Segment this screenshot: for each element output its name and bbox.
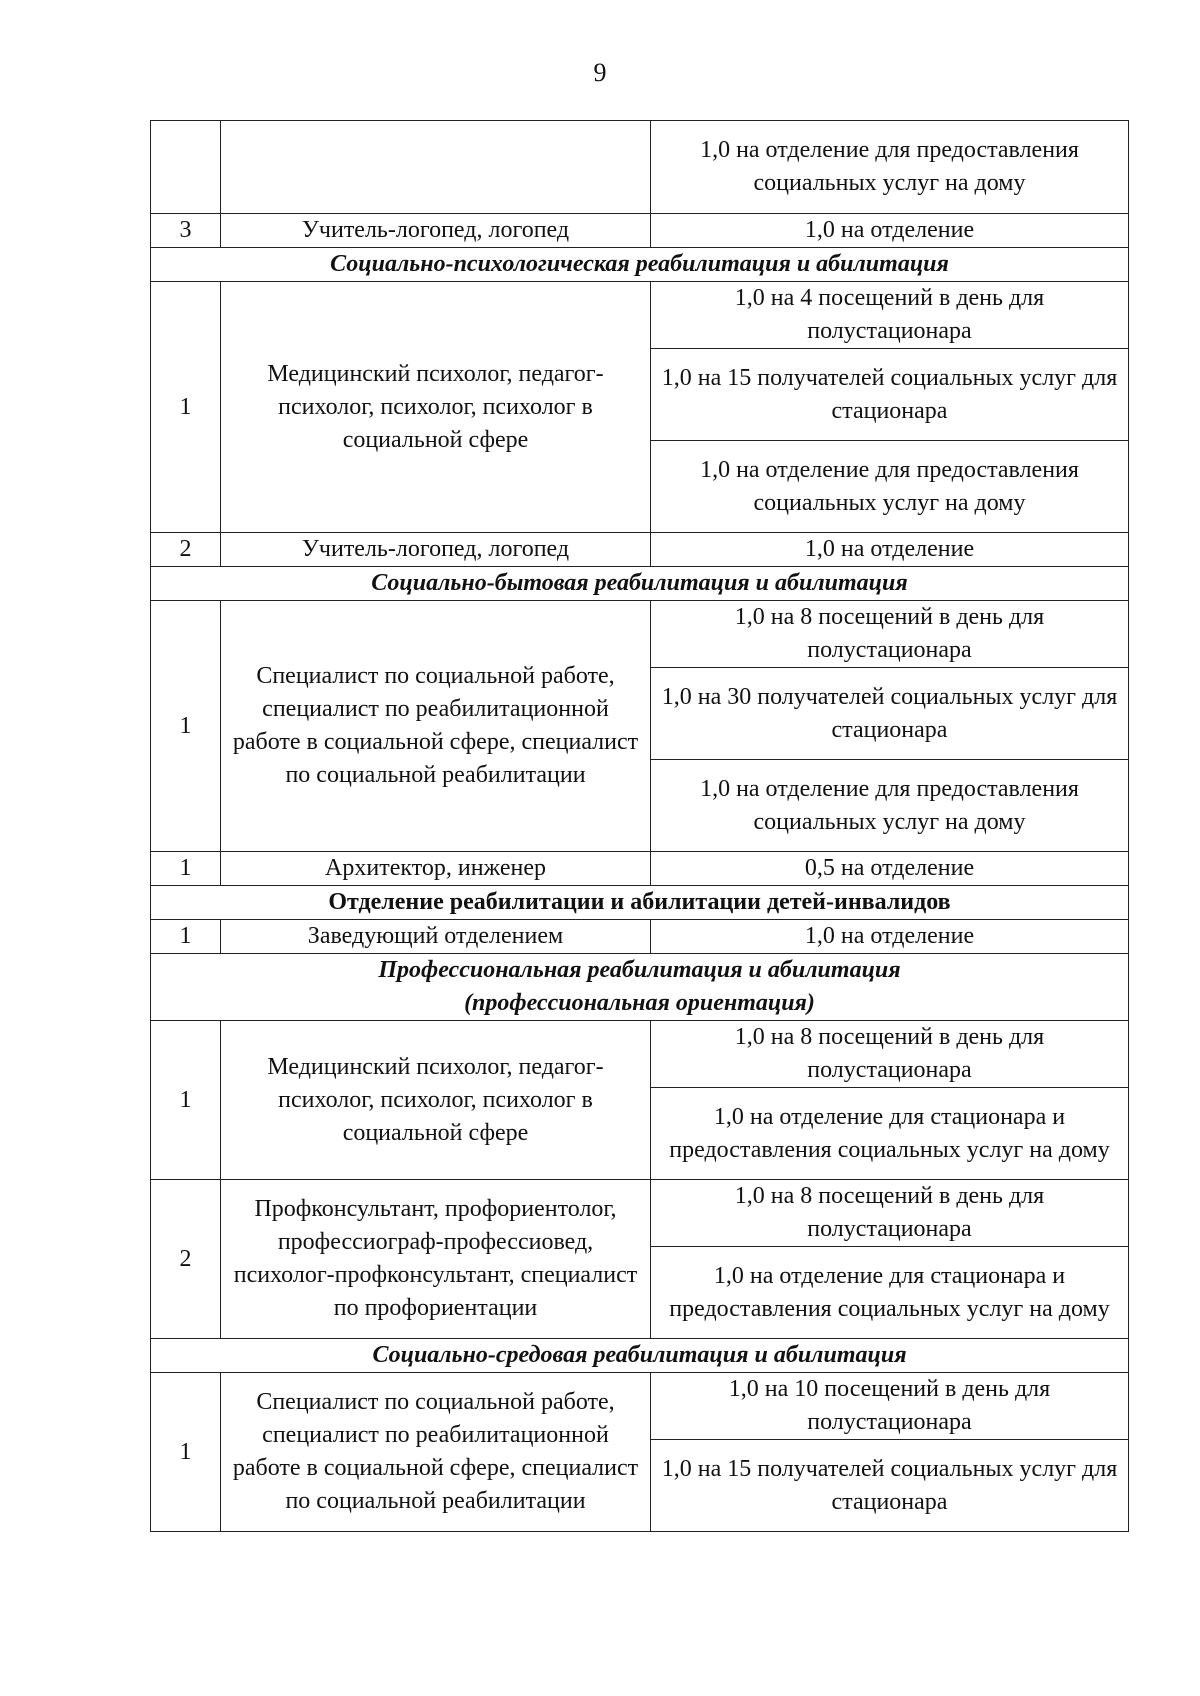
page-number: 9 xyxy=(593,58,607,87)
section-header xyxy=(151,248,1129,282)
position-cell: Медицинский психолог, педагог-психолог, психолог, психолог в социальной сфере xyxy=(221,282,651,533)
section-header xyxy=(151,1339,1129,1373)
section-title: Социально-бытовая реабилитация и абилитация xyxy=(151,567,1129,601)
position-cell: Учитель-логопед, логопед xyxy=(221,533,651,567)
section-header xyxy=(151,886,1129,920)
table-row xyxy=(151,601,1129,668)
norm-cell: 0,5 на отделение xyxy=(651,852,1129,886)
staffing-norms-table xyxy=(150,120,1129,1532)
section-header xyxy=(151,567,1129,601)
norm-cell: 1,0 на отделение для предоставления социальных услуг на дому xyxy=(651,441,1129,533)
position-cell: Архитектор, инженер xyxy=(221,852,651,886)
table-row xyxy=(151,282,1129,349)
row-number-cell: 1 xyxy=(151,282,221,533)
position-cell: Медицинский психолог, педагог-психолог, психолог, психолог в социальной сфере xyxy=(221,1021,651,1180)
section-title-line: (профессиональная ориентация) xyxy=(464,990,815,1016)
section-title xyxy=(151,954,1129,1021)
position-cell: Специалист по социальной работе, специалист по реабилитационной работе в социальной сфере, специалист по социальной реабилитации xyxy=(221,1373,651,1532)
row-number-cell: 1 xyxy=(151,1373,221,1532)
position-cell: Учитель-логопед, логопед xyxy=(221,214,651,248)
position-cell xyxy=(221,121,651,214)
section-title: Социально-средовая реабилитация и абилитация xyxy=(151,1339,1129,1373)
norm-cell: 1,0 на отделение для предоставления социальных услуг на дому xyxy=(651,760,1129,852)
norm-cell: 1,0 на отделение для стационара и предоставления социальных услуг на дому xyxy=(651,1247,1129,1339)
table-row xyxy=(151,533,1129,567)
row-number-cell xyxy=(151,121,221,214)
norm-cell: 1,0 на отделение xyxy=(651,214,1129,248)
row-number-cell: 1 xyxy=(151,601,221,852)
table-row xyxy=(151,852,1129,886)
row-number-cell: 3 xyxy=(151,214,221,248)
section-header xyxy=(151,954,1129,1021)
table-row xyxy=(151,121,1129,214)
norm-cell: 1,0 на 8 посещений в день для полустационара xyxy=(651,1021,1129,1088)
norm-cell: 1,0 на отделение для предоставления социальных услуг на дому xyxy=(651,121,1129,214)
table-row xyxy=(151,214,1129,248)
section-title-line: Профессиональная реабилитация и абилитация xyxy=(378,957,901,983)
table-row xyxy=(151,920,1129,954)
row-number-cell: 2 xyxy=(151,1180,221,1339)
position-cell: Заведующий отделением xyxy=(221,920,651,954)
table-row xyxy=(151,1373,1129,1440)
row-number-cell: 1 xyxy=(151,920,221,954)
table-row xyxy=(151,1180,1129,1247)
norm-cell: 1,0 на 15 получателей социальных услуг для стационара xyxy=(651,349,1129,441)
norm-cell: 1,0 на 8 посещений в день для полустационара xyxy=(651,601,1129,668)
position-cell: Специалист по социальной работе, специалист по реабилитационной работе в социальной сфере, специалист по социальной реабилитации xyxy=(221,601,651,852)
row-number-cell: 1 xyxy=(151,852,221,886)
table-row xyxy=(151,1021,1129,1088)
norm-cell: 1,0 на 8 посещений в день для полустационара xyxy=(651,1180,1129,1247)
norm-cell: 1,0 на 4 посещений в день для полустационара xyxy=(651,282,1129,349)
norm-cell: 1,0 на отделение для стационара и предоставления социальных услуг на дому xyxy=(651,1088,1129,1180)
norm-cell: 1,0 на 15 получателей социальных услуг для стационара xyxy=(651,1440,1129,1532)
norm-cell: 1,0 на отделение xyxy=(651,533,1129,567)
section-title: Отделение реабилитации и абилитации детей-инвалидов xyxy=(151,886,1129,920)
position-cell: Профконсультант, профориентолог, профессиограф-профессиовед, психолог-профконсультант, специалист по профориентации xyxy=(221,1180,651,1339)
section-title: Социально-психологическая реабилитация и абилитация xyxy=(151,248,1129,282)
norm-cell: 1,0 на отделение xyxy=(651,920,1129,954)
row-number-cell: 2 xyxy=(151,533,221,567)
row-number-cell: 1 xyxy=(151,1021,221,1180)
norm-cell: 1,0 на 30 получателей социальных услуг для стационара xyxy=(651,668,1129,760)
norm-cell: 1,0 на 10 посещений в день для полустационара xyxy=(651,1373,1129,1440)
